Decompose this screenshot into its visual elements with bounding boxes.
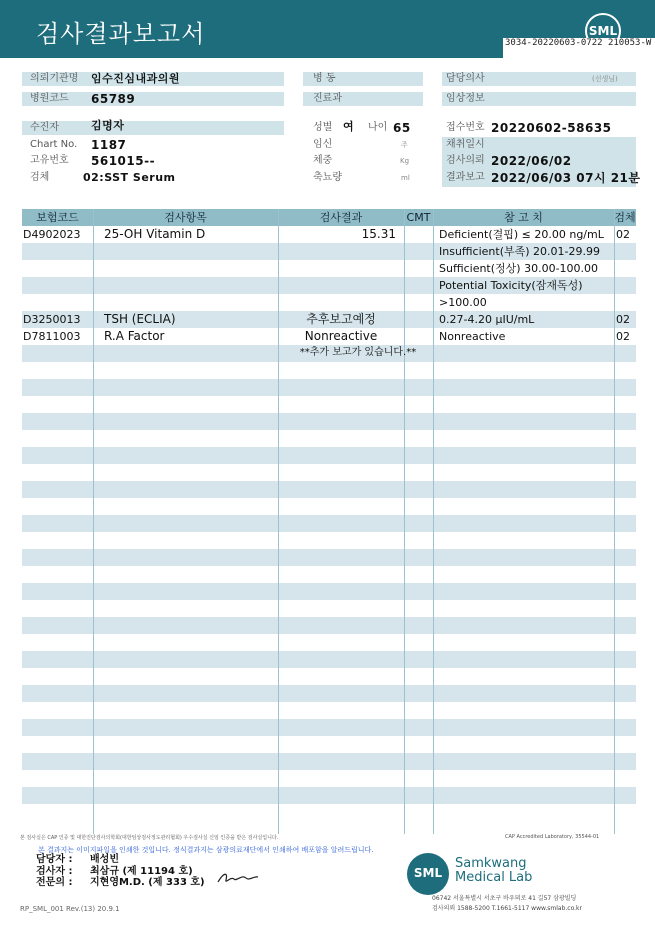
table-row <box>22 447 636 464</box>
age-value: 65 <box>393 121 411 135</box>
specimen-value: 02:SST Serum <box>83 171 176 184</box>
table-row <box>22 430 636 447</box>
table-row <box>22 600 636 617</box>
specialist-label: 전문의 : <box>36 877 73 888</box>
collection-label: 채취일시 <box>446 139 485 150</box>
table-row <box>22 481 636 498</box>
sml-logo-text: SML <box>588 24 618 38</box>
accreditation-note: 본 검사실은 CAP 인증 및 대한진단검사의학회(대한임상검사정도관리협회) 우수검사실 신임 인증을 받은 검사실입니다. <box>20 835 279 841</box>
lab-name-line2: Medical Lab <box>455 870 533 885</box>
specialist-value: 지현영M.D. (제 333 호) <box>90 877 205 888</box>
row-result: Nonreactive <box>304 329 378 343</box>
doctor-label: 담당의사 <box>446 73 485 84</box>
urine-unit: ml <box>401 174 410 182</box>
row-reference: Nonreactive <box>439 330 506 343</box>
urine-label: 축뇨량 <box>313 172 342 183</box>
table-row <box>22 498 636 515</box>
specimen-label: 검체 <box>30 172 50 183</box>
table-row <box>22 787 636 804</box>
header-test-item: 검사항목 <box>164 211 207 224</box>
department-label: 진료과 <box>313 93 342 104</box>
cap-accreditation: CAP Accredited Laboratory, 35544-01 <box>505 834 600 840</box>
row-specimen: 02 <box>616 330 630 343</box>
image-notice: 본 결과지는 이미지파일을 인쇄한 것입니다. 정식결과지는 삼광의료재단에서 인쇄하여 배포함을 알려드립니다. <box>38 846 374 854</box>
receipt-value: 20220602-58635 <box>491 121 612 135</box>
age-label: 나이 <box>368 122 388 133</box>
row-result: 15.31 <box>361 227 396 241</box>
table-row <box>22 413 636 430</box>
row-item: R.A Factor <box>104 329 165 343</box>
column-divider <box>404 209 405 834</box>
header-insurance-code: 보험코드 <box>36 211 79 224</box>
doctor-hint: (선생님) <box>592 75 618 83</box>
chart-value: 1187 <box>91 138 127 152</box>
uid-value: 561015-- <box>91 154 156 168</box>
tester-value: 최삼규 (제 11194 호) <box>90 866 193 877</box>
row-code: D7811003 <box>23 330 81 343</box>
table-row <box>22 685 636 702</box>
hospital-code-label: 병원코드 <box>30 93 69 104</box>
table-row <box>22 396 636 413</box>
column-divider <box>93 209 94 834</box>
staff-value: 배성빈 <box>90 854 119 865</box>
samkwang-logo <box>407 853 449 895</box>
request-value: 2022/06/02 <box>491 154 572 168</box>
signature-icon <box>216 870 260 886</box>
document-number: 3034-20220603-0722 210053-W <box>503 38 655 58</box>
row-reference: 0.27-4.20 µIU/mL <box>439 313 535 326</box>
report-value: 2022/06/03 07시 21분 <box>491 171 641 185</box>
row-item: 25-OH Vitamin D <box>104 227 206 241</box>
patient-value: 김명자 <box>91 119 125 132</box>
table-row <box>22 753 636 770</box>
table-row <box>22 464 636 481</box>
table-row <box>22 583 636 600</box>
patient-label: 수진자 <box>30 122 59 133</box>
table-row <box>22 634 636 651</box>
staff-label: 담당자 : <box>36 854 73 865</box>
row-code: D3250013 <box>23 313 81 326</box>
tester-label: 검사자 : <box>36 866 73 877</box>
table-row <box>22 804 636 821</box>
table-row <box>22 549 636 566</box>
institution-label: 의뢰기관명 <box>30 73 79 84</box>
pregnancy-label: 임신 <box>313 139 333 150</box>
institution-value: 임수진심내과의원 <box>91 72 181 85</box>
row-reference: >100.00 <box>439 296 487 309</box>
form-code: RP_SML_001 Rev.(13) 20.9.1 <box>20 905 120 913</box>
table-row <box>22 736 636 753</box>
sex-value: 여 <box>343 120 355 133</box>
weight-label: 체중 <box>313 155 333 166</box>
row-code: D4902023 <box>23 228 81 241</box>
table-row <box>22 566 636 583</box>
table-row <box>22 362 636 379</box>
table-row <box>22 668 636 685</box>
table-row <box>22 770 636 787</box>
lab-address: 06742 서울특별시 서초구 바우뫼로 41 길57 삼광빌딩 <box>432 895 577 902</box>
report-title: 검사결과보고서 <box>36 20 206 48</box>
lab-contact: 검사의뢰 1588-5200 T.1661-5117 www.smlab.co.kr <box>432 905 582 912</box>
weight-unit: Kg <box>400 157 410 165</box>
samkwang-logo-text: SML <box>413 866 443 880</box>
uid-label: 고유번호 <box>30 155 69 166</box>
row-reference: Potential Toxicity(잠재독성) <box>439 279 583 292</box>
table-row <box>22 651 636 668</box>
header-cmt: CMT <box>406 211 431 224</box>
row-specimen: 02 <box>616 228 630 241</box>
additional-report-note: **추가 보고가 있습니다.** <box>299 347 417 358</box>
table-row <box>22 532 636 549</box>
column-divider <box>278 209 279 834</box>
patient-bar <box>22 121 284 135</box>
hospital-code-value: 65789 <box>91 92 136 106</box>
row-reference: Insufficient(부족) 20.01-29.99 <box>439 245 600 258</box>
sex-label: 성별 <box>313 122 333 133</box>
row-specimen: 02 <box>616 313 630 326</box>
row-reference: Deficient(결핍) ≤ 20.00 ng/mL <box>439 228 604 241</box>
report-header <box>0 0 655 58</box>
header-result: 검사결과 <box>319 211 363 224</box>
table-row <box>22 379 636 396</box>
table-row <box>22 515 636 532</box>
table-row <box>22 294 636 311</box>
lab-name-line1: Samkwang <box>455 856 527 871</box>
pregnancy-unit: 주 <box>401 141 408 149</box>
report-label: 결과보고 <box>446 172 485 183</box>
receipt-label: 접수번호 <box>446 122 485 133</box>
table-row <box>22 617 636 634</box>
column-divider <box>433 209 434 834</box>
chart-label: Chart No. <box>30 139 78 150</box>
column-divider <box>614 209 615 834</box>
clinical-info-label: 임상정보 <box>446 93 485 104</box>
request-label: 검사의뢰 <box>446 155 485 166</box>
header-specimen: 검체 <box>614 211 636 224</box>
header-reference: 참 고 치 <box>504 211 543 224</box>
ward-label: 병 동 <box>313 73 336 84</box>
table-row <box>22 702 636 719</box>
row-item: TSH (ECLIA) <box>104 312 176 326</box>
table-row <box>22 719 636 736</box>
row-reference: Sufficient(정상) 30.00-100.00 <box>439 262 599 275</box>
row-result: 추후보고예정 <box>306 312 376 326</box>
